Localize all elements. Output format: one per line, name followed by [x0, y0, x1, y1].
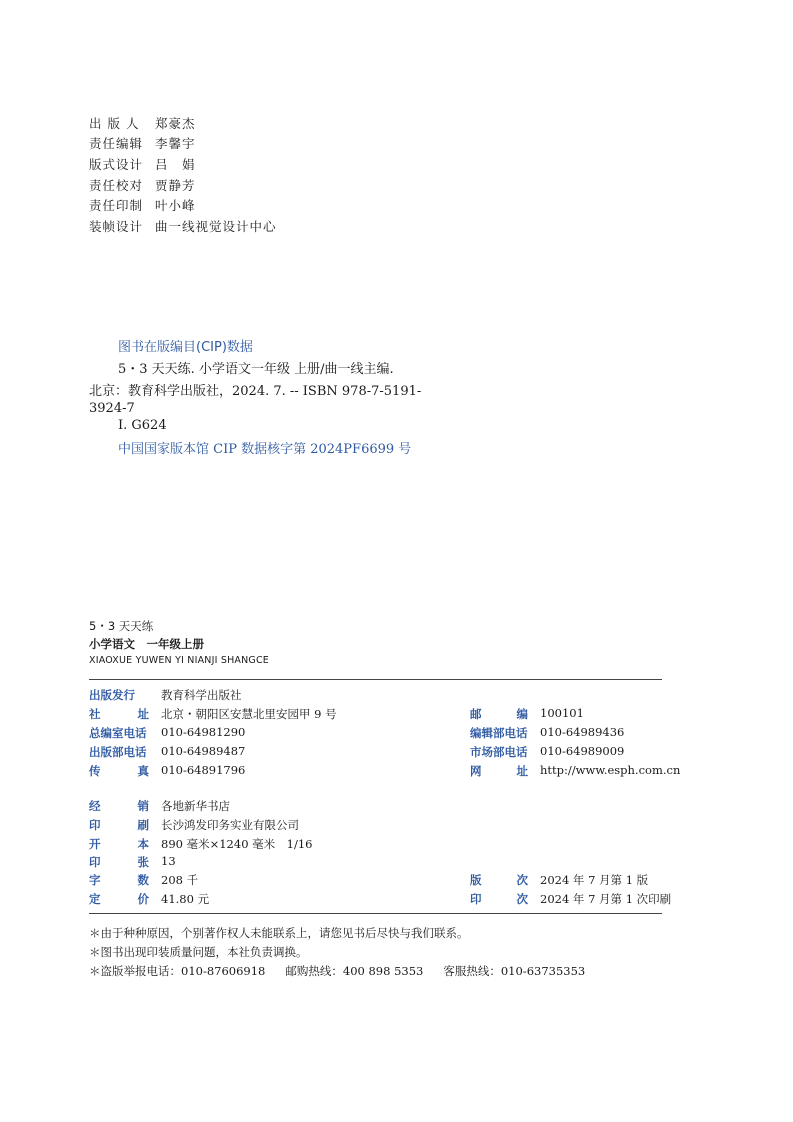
credit-name: 郑豪杰 [155, 116, 196, 131]
credit-role: 责任印制 [89, 198, 144, 213]
credit-proofreader [89, 176, 196, 194]
website-label: 网 址 [470, 764, 528, 778]
fax-label: 传 真 [89, 764, 149, 778]
credit-role: 版式设计 [89, 157, 144, 172]
website-value: http://www.esph.com.cn [540, 763, 681, 777]
series-name: 5・3 天天练 [89, 619, 154, 633]
words-value: 208 千 [161, 873, 199, 887]
mail-order-hotline: 邮购热线：400 898 5353 [285, 964, 424, 978]
marketing-phone-label: 市场部电话 [470, 745, 528, 759]
edition-label: 版 次 [470, 873, 528, 887]
price-value: 41.80 元 [161, 892, 210, 906]
customer-service-hotline: 客服热线：010-63735353 [443, 964, 586, 978]
credit-role: 装帧设计 [89, 219, 144, 234]
sheets-label: 印 张 [89, 855, 149, 869]
impression-label: 印 次 [470, 892, 528, 906]
credit-role: 出 版 人 [89, 116, 140, 131]
price-label: 定 价 [89, 892, 149, 906]
divider [89, 913, 662, 914]
credit-editor [89, 134, 196, 152]
marketing-phone-value: 010-64989009 [540, 744, 625, 758]
credit-name: 贾静芳 [155, 178, 196, 193]
note-contacts [89, 963, 585, 979]
edition-value: 2024 年 7 月第 1 版 [540, 873, 649, 887]
printer-value: 长沙鸿发印务实业有限公司 [161, 818, 299, 832]
credit-role: 责任校对 [89, 178, 144, 193]
note-copyright: ＊由于种种原因，个别著作权人未能联系上，请您见书后尽快与我们联系。 [89, 926, 469, 940]
cip-line: 3924-7 [89, 401, 135, 416]
credit-name: 叶小峰 [155, 198, 196, 213]
impression-value: 2024 年 7 月第 1 次印刷 [540, 892, 672, 906]
printer-label: 印 刷 [89, 818, 149, 832]
chief-editor-phone-value: 010-64981290 [161, 725, 246, 739]
postcode-label: 邮 编 [470, 707, 528, 721]
editorial-phone-value: 010-64989436 [540, 725, 625, 739]
piracy-hotline: ＊盗版举报电话：010-87606918 [89, 964, 266, 978]
publisher-value: 教育科学出版社 [161, 688, 242, 702]
editorial-phone-label: 编辑部电话 [470, 726, 528, 740]
cip-line: 北京：教育科学出版社，2024. 7. -- ISBN 978-7-5191- [89, 384, 422, 399]
credit-cover-design [89, 217, 277, 235]
postcode-value: 100101 [540, 706, 584, 720]
cip-classification: Ⅰ. G624 [118, 418, 167, 433]
credit-publisher [89, 114, 196, 132]
publishing-phone-value: 010-64989487 [161, 744, 246, 758]
credit-name: 吕 娟 [155, 157, 196, 172]
credit-printing-manager [89, 196, 196, 214]
cip-heading: 图书在版编目(CIP)数据 [118, 340, 253, 355]
sheets-value: 13 [161, 854, 176, 868]
format-value: 890 毫米×1240 毫米 1/16 [161, 837, 313, 851]
address-label: 社 址 [89, 707, 149, 721]
credit-name: 李馨宇 [155, 136, 196, 151]
divider [89, 679, 662, 680]
fax-value: 010-64891796 [161, 763, 246, 777]
format-label: 开 本 [89, 837, 149, 851]
cip-line: 5・3 天天练. 小学语文一年级 上册/曲一线主编. [118, 362, 394, 377]
cip-number: 中国国家版本馆 CIP 数据核字第 2024PF6699 号 [118, 442, 412, 457]
publisher-label: 出版发行 [89, 688, 135, 702]
book-title-pinyin: XIAOXUE YUWEN YI NIANJI SHANGCE [89, 655, 270, 666]
chief-editor-phone-label: 总编室电话 [89, 726, 147, 740]
distributor-label: 经 销 [89, 799, 149, 813]
distributor-value: 各地新华书店 [161, 799, 230, 813]
credit-name: 曲一线视觉设计中心 [155, 219, 277, 234]
note-quality: ＊图书出现印装质量问题，本社负责调换。 [89, 945, 308, 959]
publishing-phone-label: 出版部电话 [89, 745, 147, 759]
words-label: 字 数 [89, 873, 149, 887]
credit-role: 责任编辑 [89, 136, 144, 151]
address-value: 北京・朝阳区安慧北里安园甲 9 号 [161, 707, 337, 721]
credit-layout-design [89, 155, 196, 173]
book-title: 小学语文 一年级上册 [89, 637, 204, 651]
